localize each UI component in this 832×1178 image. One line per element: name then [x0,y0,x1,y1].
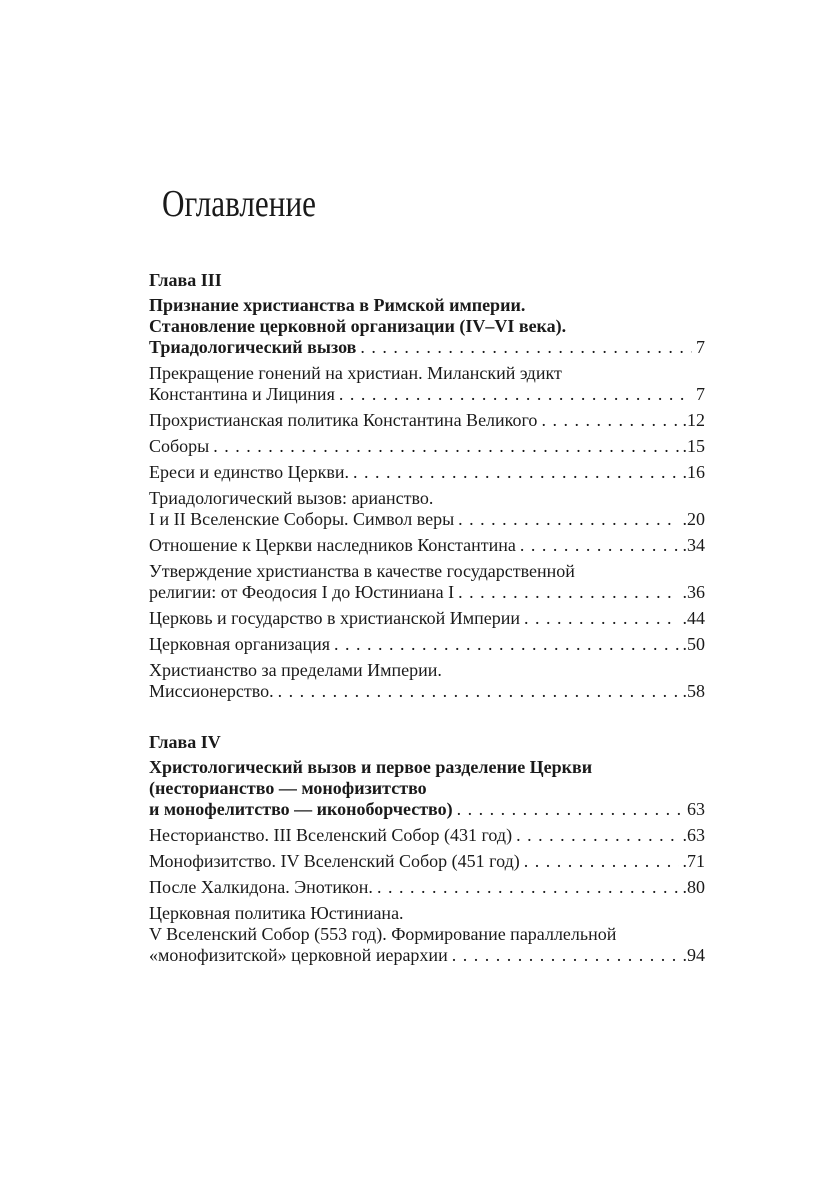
entry-text-line: Христологический вызов и первое разделение Церкви [149,757,593,777]
entry-text-line: Утверждение христианства в качестве государственной [149,561,575,581]
dot-leader [458,582,678,603]
dot-leader [377,877,679,898]
entry-text-line: Прекращение гонений на христиан. Миланский эдикт [149,363,562,383]
toc-entry[interactable] [149,608,705,629]
dot-leader [452,945,679,966]
dot-leader [458,509,678,530]
page-number: .44 [682,608,705,628]
toc-entry[interactable] [149,436,705,457]
page-number: .16 [682,462,705,482]
dot-leader [457,799,683,820]
entry-text-line: Соборы [149,436,210,456]
toc-entry[interactable] [149,877,705,898]
page-number: .34 [682,535,705,555]
entry-text-line: и монофелитство — иконоборчество) [149,799,453,819]
dot-leader [524,851,679,872]
entry-text-line: Становление церковной организации (IV–VI века). [149,316,567,336]
page-number: .15 [682,436,705,456]
dot-leader [353,462,679,483]
page-number: 63 [687,799,705,819]
dot-leader [541,410,678,431]
toc-entry[interactable] [149,488,705,530]
dot-leader [520,535,679,556]
toc-entry[interactable] [149,851,705,872]
dot-leader [339,384,692,405]
toc-entry[interactable] [149,825,705,846]
entry-text-line: Христианство за пределами Империи. [149,660,442,680]
page-number: .12 [682,410,705,430]
entry-text-line: Триадологический вызов: арианство. [149,488,434,508]
dot-leader [524,608,678,629]
entry-text-line: Церковная организация [149,634,331,654]
toc-entry[interactable] [149,535,705,556]
page-number: .71 [682,851,705,871]
entry-text-line: I и II Вселенские Соборы. Символ веры [149,509,455,529]
entry-text-line: Миссионерство. [149,681,274,701]
entry-text-line: Церковная политика Юстиниана. [149,903,404,923]
chapter-label: Глава III [149,270,222,290]
entry-text-line: Отношение к Церкви наследников Константина [149,535,516,555]
page-number: 7 [696,337,705,357]
page-number: .63 [682,825,705,845]
page-number: .58 [682,681,705,701]
entry-text-line: Прохристианская политика Константина Великого [149,410,538,430]
toc-entry[interactable] [149,462,705,483]
entry-text-line: религии: от Феодосия I до Юстиниана I [149,582,455,602]
chapter-heading-entry[interactable] [149,295,705,358]
page-number: .94 [682,945,705,965]
entry-text-line: V Вселенский Собор (553 год). Формирование параллельной [149,924,617,944]
toc-entry[interactable] [149,660,705,702]
page-number: .20 [682,509,705,529]
entry-text-line: После Халкидона. Энотикон. [149,877,373,897]
toc-entry[interactable] [149,561,705,603]
table-of-contents [149,270,705,966]
chapter-section [149,732,705,966]
entry-text-line: Церковь и государство в христианской Империи [149,608,521,628]
dot-leader [516,825,678,846]
entry-text-line: Монофизитство. IV Вселенский Собор (451 год) [149,851,520,871]
dot-leader [278,681,679,702]
dot-leader [334,634,678,655]
entry-text-line: Триадологический вызов [149,337,357,357]
toc-entry[interactable] [149,363,705,405]
page-number: .50 [682,634,705,654]
toc-entry[interactable] [149,634,705,655]
entry-text-line: Несторианство. III Вселенский Собор (431 год) [149,825,513,845]
toc-entry[interactable] [149,410,705,431]
page-title: Оглавление [162,183,316,225]
entry-text-line: Признание христианства в Римской империи. [149,295,526,315]
chapter-heading-entry[interactable] [149,757,705,820]
page-number: 7 [696,384,705,404]
page-number: .36 [682,582,705,602]
entry-text-line: «монофизитской» церковной иерархии [149,945,448,965]
entry-text-line: (несторианство — монофизитство [149,778,427,798]
entry-text-line: Константина и Лициния [149,384,335,404]
dot-leader [213,436,678,457]
page-number: .80 [682,877,705,897]
chapter-section [149,270,705,702]
chapter-label: Глава IV [149,732,221,752]
entry-text-line: Ереси и единство Церкви. [149,462,349,482]
toc-entry[interactable] [149,903,705,966]
dot-leader [360,337,692,358]
